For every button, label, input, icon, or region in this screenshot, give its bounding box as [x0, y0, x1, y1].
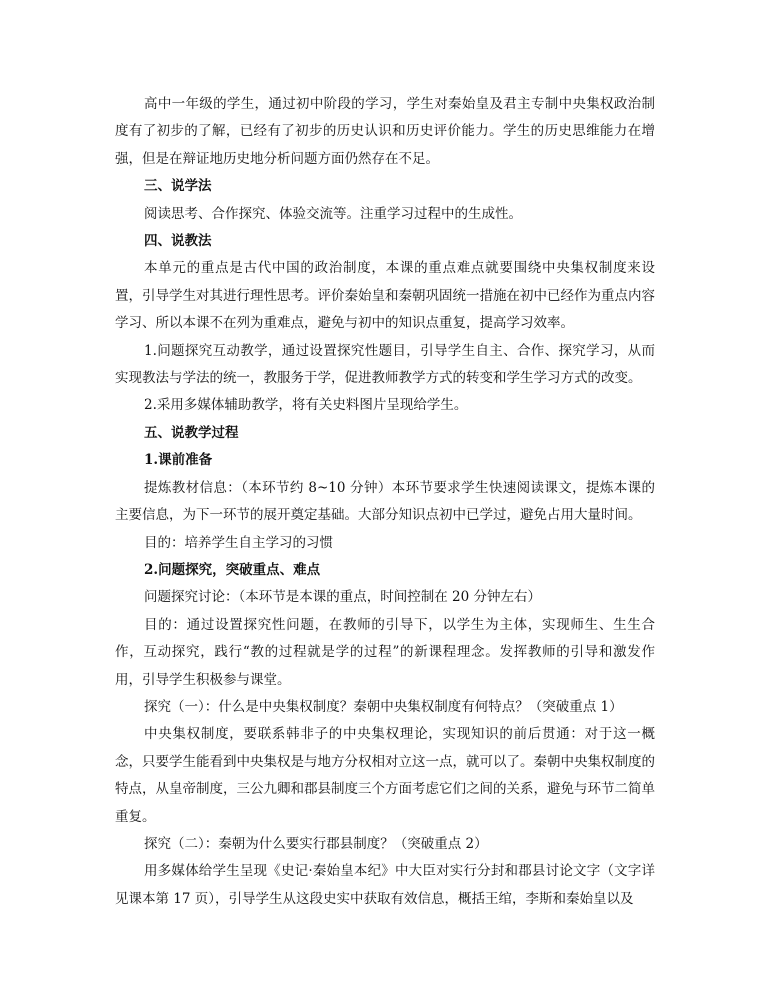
paragraph-extract-info: 提炼教材信息：（本环节约 8~10 分钟）本环节要求学生快速阅读课文，提炼本课的主要信息，为下一环节的展开奠定基础。大部分知识点初中已学过，避免占用大量时间。 — [115, 479, 655, 524]
paragraph-method-1: 1.问题探究互动教学，通过设置探究性题目，引导学生自主、合作、探究学习，从而实现教法与学法的统一，教服务于学，促进教师教学方式的转变和学生学习方式的改变。 — [115, 342, 655, 387]
paragraph-learning-methods: 阅读思考、合作探究、体验交流等。注重学习过程中的生成性。 — [144, 205, 522, 222]
section-heading-teaching-methods: 四、说教法 — [144, 233, 212, 250]
section-heading-learning-methods: 三、说学法 — [144, 178, 212, 195]
paragraph-inquiry-2: 探究（二）：秦朝为什么要实行郡县制度？（突破重点 2） — [144, 835, 488, 852]
paragraph-method-2: 2.采用多媒体辅助教学，将有关史料图片呈现给学生。 — [144, 397, 468, 414]
section-heading-teaching-process: 五、说教学过程 — [144, 424, 239, 441]
paragraph-centralization: 中央集权制度，要联系韩非子的中央集权理论，实现知识的前后贯通：对于这一概念，只要学生能看到中央集权是与地方分权相对立这一点，就可以了。秦朝中央集权制度的特点，从皇帝制度，三公九卿和郡县制度三个方面考虑它们之间的关系，避免与环节二简单重复。 — [115, 726, 655, 825]
paragraph-inquiry-1: 探究（一）：什么是中央集权制度？秦朝中央集权制度有何特点？（突破重点 1） — [144, 698, 623, 715]
paragraph-student-analysis: 高中一年级的学生，通过初中阶段的学习，学生对秦始皇及君主专制中央集权政治制度有了初步的了解，已经有了初步的历史认识和历史评价能力。学生的历史思维能力在增强，但是在辩证地历史地分析问题方面仍然存在不足。 — [115, 96, 655, 167]
paragraph-purpose-2: 目的：通过设置探究性问题，在教师的引导下，以学生为主体，实现师生、生生合作，互动探究，践行“教的过程就是学的过程”的新课程理念。发挥教师的引导和激发作用，引导学生积极参与课堂。 — [115, 616, 655, 688]
paragraph-purpose-1: 目的：培养学生自主学习的习惯 — [144, 534, 333, 551]
subheading-problem-inquiry: 2.问题探究，突破重点、难点 — [144, 561, 321, 578]
paragraph-unit-focus: 本单元的重点是古代中国的政治制度，本课的重点难点就要围绕中央集权制度来设置，引导学生对其进行理性思考。评价秦始皇和秦朝巩固统一措施在初中已经作为重点内容学习、所以本课不在列为重难点，避免与初中的知识点重复，提高学习效率。 — [115, 260, 655, 332]
document-body — [115, 91, 655, 913]
subheading-preparation: 1.课前准备 — [144, 452, 213, 469]
paragraph-inquiry-discussion: 问题探究讨论：（本环节是本课的重点，时间控制在 20 分钟左右） — [144, 589, 542, 606]
paragraph-multimedia-shiji: 用多媒体给学生呈现《史记·秦始皇本纪》中大臣对实行分封和郡县讨论文字（文字详见课本第 17 页），引导学生从这段史实中获取有效信息，概括王绾，李斯和秦始皇以及 — [115, 863, 655, 907]
